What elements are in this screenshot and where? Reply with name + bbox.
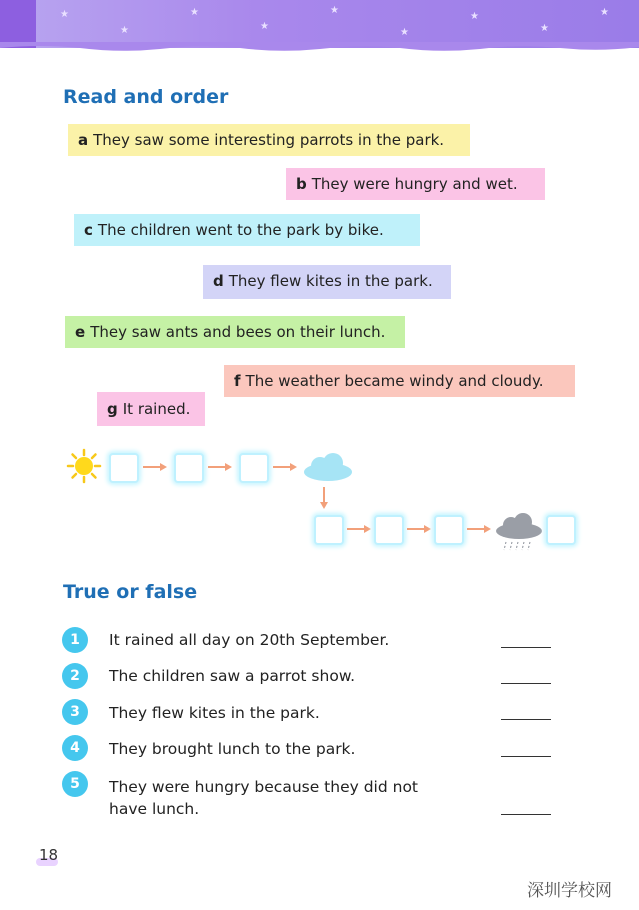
arrow-right-icon bbox=[346, 524, 372, 534]
sentence-letter: a bbox=[78, 131, 89, 149]
answer-blank-4[interactable] bbox=[501, 756, 551, 757]
star-decoration: ★ bbox=[330, 5, 339, 16]
question-text-3: They flew kites in the park. bbox=[109, 704, 320, 722]
sentence-text: The children went to the park by bike. bbox=[97, 221, 384, 239]
order-box-4[interactable] bbox=[314, 515, 344, 545]
question-number-3: 3 bbox=[62, 699, 88, 725]
sentence-strip-d bbox=[203, 265, 451, 299]
question-text-1: It rained all day on 20th September. bbox=[109, 631, 390, 649]
question-number-1: 1 bbox=[62, 627, 88, 653]
sentence-strip-e bbox=[65, 316, 405, 348]
sentence-text: They saw some interesting parrots in the park. bbox=[93, 131, 445, 149]
star-decoration: ★ bbox=[60, 9, 69, 20]
arrow-right-icon bbox=[406, 524, 432, 534]
order-box-3[interactable] bbox=[239, 453, 269, 483]
sentence-letter: d bbox=[213, 272, 224, 290]
sentence-strip-a bbox=[68, 124, 470, 156]
sentence-letter: b bbox=[296, 175, 307, 193]
sentence-text: It rained. bbox=[122, 400, 191, 418]
sentence-strip-f bbox=[224, 365, 575, 397]
answer-blank-1[interactable] bbox=[501, 647, 551, 648]
answer-blank-3[interactable] bbox=[501, 719, 551, 720]
order-box-5[interactable] bbox=[374, 515, 404, 545]
page-number: 18 bbox=[39, 846, 59, 864]
arrow-right-icon bbox=[466, 524, 492, 534]
question-text-4: They brought lunch to the park. bbox=[109, 740, 356, 758]
arrow-right-icon bbox=[207, 462, 233, 472]
star-decoration: ★ bbox=[120, 25, 129, 36]
question-text-5: They were hungry because they did not have lunch. bbox=[109, 778, 419, 818]
star-decoration: ★ bbox=[260, 21, 269, 32]
arrow-right-icon bbox=[142, 462, 168, 472]
star-decoration: ★ bbox=[540, 23, 549, 34]
star-decoration: ★ bbox=[400, 27, 409, 38]
sentence-letter: e bbox=[75, 323, 86, 341]
banner-tab bbox=[0, 0, 36, 48]
sentence-text: The weather became windy and cloudy. bbox=[245, 372, 544, 390]
sentence-text: They saw ants and bees on their lunch. bbox=[90, 323, 386, 341]
sentence-strip-c bbox=[74, 214, 420, 246]
order-box-6[interactable] bbox=[434, 515, 464, 545]
rain-cloud-icon bbox=[494, 512, 544, 552]
sentence-letter: f bbox=[234, 372, 241, 390]
order-box-2[interactable] bbox=[174, 453, 204, 483]
watermark: 深圳学校网 bbox=[527, 881, 612, 901]
read-and-order-heading: Read and order bbox=[63, 86, 229, 108]
true-or-false-heading: True or false bbox=[63, 581, 198, 603]
question-text-2: The children saw a parrot show. bbox=[109, 667, 355, 685]
question-number-5: 5 bbox=[62, 771, 88, 797]
order-box-1[interactable] bbox=[109, 453, 139, 483]
sentence-text: They were hungry and wet. bbox=[311, 175, 518, 193]
star-decoration: ★ bbox=[190, 7, 199, 18]
sentence-letter: g bbox=[107, 400, 118, 418]
sentence-text: They flew kites in the park. bbox=[228, 272, 433, 290]
sun-icon bbox=[66, 448, 102, 484]
question-number-4: 4 bbox=[62, 735, 88, 761]
header-banner bbox=[0, 0, 639, 48]
arrow-right-icon bbox=[272, 462, 298, 472]
sentence-strip-g bbox=[97, 392, 205, 426]
sentence-letter: c bbox=[84, 221, 93, 239]
order-box-7[interactable] bbox=[546, 515, 576, 545]
answer-blank-2[interactable] bbox=[501, 683, 551, 684]
banner-torn-edge bbox=[0, 42, 639, 54]
star-decoration: ★ bbox=[470, 11, 479, 22]
question-number-2: 2 bbox=[62, 663, 88, 689]
cloud-icon bbox=[302, 452, 354, 482]
star-decoration: ★ bbox=[600, 7, 609, 18]
sentence-strip-b bbox=[286, 168, 545, 200]
arrow-down-icon bbox=[319, 486, 329, 510]
answer-blank-5[interactable] bbox=[501, 814, 551, 815]
